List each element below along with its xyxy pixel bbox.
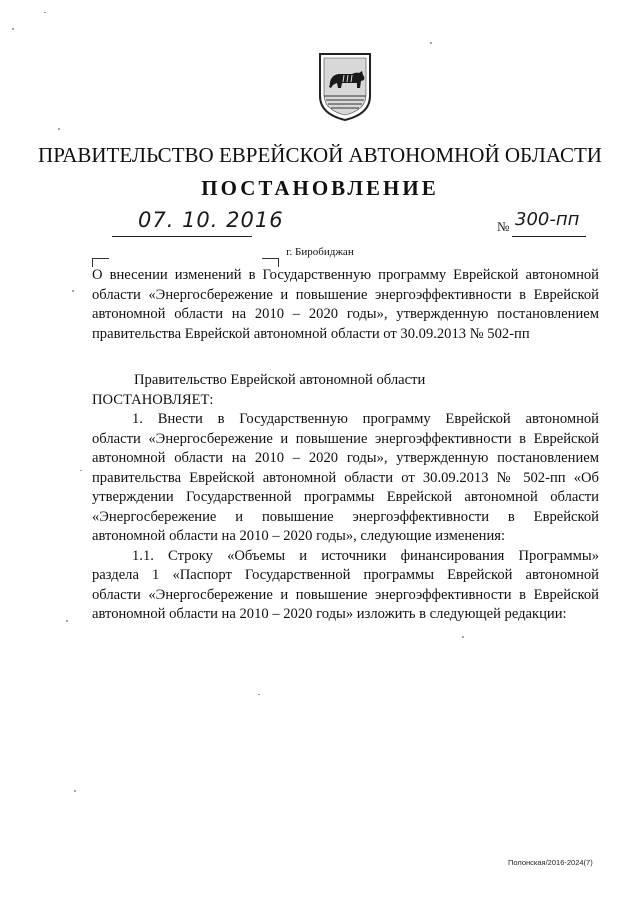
item-1-line: автономной области на 2010 – 2020 годы», утвержденную постановлением [92, 450, 599, 466]
subject-line: области «Энергосбережение и повышение энергоэффективности в Еврейской [92, 286, 599, 303]
item-1-1-line: автономной области на 2010 – 2020 годы» изложить в следующей редакции: [92, 606, 567, 622]
preamble: Правительство Еврейской автономной области [134, 372, 426, 388]
item-1-line: «Энергосбережение и повышение энергоэффективности в Еврейской [92, 508, 599, 525]
scan-speck [58, 128, 60, 130]
government-name: ПРАВИТЕЛЬСТВО ЕВРЕЙСКОЙ АВТОНОМНОЙ ОБЛАСТИ [38, 143, 602, 167]
item-1-line: автономной области на 2010 – 2020 годы», следующие изменения: [92, 528, 506, 544]
item-1-line: утверждении Государственной программы Еврейской автономной области [92, 489, 599, 505]
item-1-1-line: раздела 1 «Паспорт Государственной программы Еврейской автономной [92, 567, 599, 583]
item-1-1-line: 1.1. Строку «Объемы и источники финансирования Программы» [132, 547, 599, 564]
scan-speck [430, 42, 432, 44]
scan-speck [66, 620, 68, 622]
item-1-1-line: области «Энергосбережение и повышение энергоэффективности в Еврейской [92, 586, 599, 603]
number-sign: № [497, 219, 510, 234]
scan-speck [72, 290, 74, 292]
scan-speck [80, 470, 82, 471]
scan-speck [462, 636, 464, 638]
footer-code: Полонская/2016-2024(7) [508, 858, 593, 867]
resolves-keyword: ПОСТАНОВЛЯЕТ: [92, 391, 214, 408]
scan-speck [258, 694, 260, 695]
document-date: 07. 10. 2016 [138, 208, 284, 232]
document-subject [92, 266, 599, 344]
scan-speck [74, 790, 76, 792]
item-1-line: области «Энергосбережение и повышение энергоэффективности в Еврейской [92, 430, 599, 447]
subject-line: автономной области на 2010 – 2020 годы», утвержденную постановлением [92, 306, 599, 322]
document-type-heading: ПОСТАНОВЛЕНИЕ [201, 176, 439, 200]
scan-speck [44, 12, 46, 13]
city-name: г. Биробиджан [286, 246, 354, 258]
scan-speck [12, 28, 14, 30]
coat-of-arms-icon [318, 52, 372, 122]
item-1-line: правительства Еврейской автономной области от 30.09.2013 № 502-пп «Об [92, 469, 599, 486]
item-1-line: 1. Внести в Государственную программу Еврейской автономной [132, 411, 599, 427]
document-body [92, 371, 599, 625]
subject-line: О внесении изменений в Государственную программу Еврейской автономной [92, 267, 599, 283]
subject-line: правительства Еврейской автономной области от 30.09.2013 № 502-пп [92, 325, 530, 342]
document-number: 300-пп [515, 209, 580, 230]
